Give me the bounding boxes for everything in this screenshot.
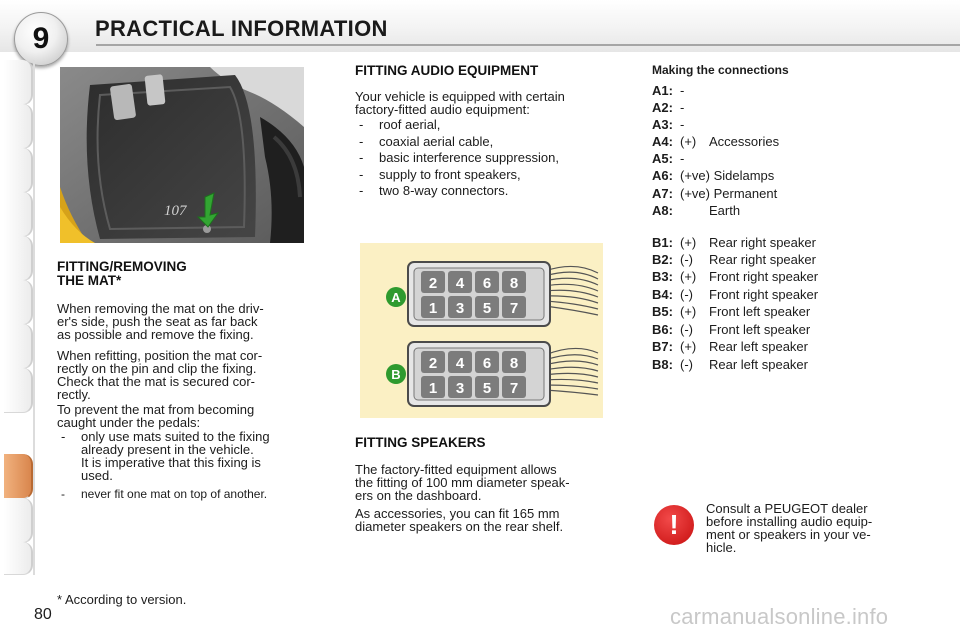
connection-row <box>652 202 740 219</box>
pin-label: 7 <box>509 380 519 397</box>
text-line: Your vehicle is equipped with certain <box>355 89 565 104</box>
chapter-tab[interactable] <box>4 280 33 325</box>
pin-label: 8 <box>509 355 519 372</box>
polarity: (-) <box>680 252 693 267</box>
connection-description: Front right speaker <box>709 287 819 302</box>
connector-a-label: A <box>391 290 401 305</box>
pin-code: A8: <box>652 203 673 218</box>
speakers-paragraph-1 <box>355 463 607 502</box>
chapter-tab[interactable] <box>4 542 33 575</box>
text-line: The factory-fitted equipment allows <box>355 462 557 477</box>
pin-label: 2 <box>428 275 438 292</box>
chapter-tab[interactable] <box>4 104 33 149</box>
chapter-tab[interactable] <box>4 324 33 369</box>
list-item: - coaxial aerial cable, <box>355 134 615 151</box>
exclamation-icon: ! <box>654 505 694 545</box>
text-line: To prevent the mat from becoming <box>57 402 255 417</box>
text-line: never fit one mat on top of another. <box>81 487 268 501</box>
connection-row <box>652 167 774 184</box>
pin-label: 4 <box>455 355 465 372</box>
text-line: Check that the mat is secured cor- <box>57 374 255 389</box>
page-number: 80 <box>34 606 52 623</box>
text-line: ment or speakers in your ve- <box>706 527 871 542</box>
connection-row <box>652 321 810 338</box>
connection-description: Front left speaker <box>709 322 811 337</box>
mat-bullet-2: - never fit one mat on top of another. <box>61 487 268 501</box>
pin-code: B5: <box>652 304 673 319</box>
chapter-tab[interactable] <box>4 368 33 413</box>
connections-title: Making the connections <box>652 63 789 77</box>
connector-diagram <box>360 243 603 418</box>
text-line: er's side, push the seat as far back <box>57 314 258 329</box>
text-line: diameter speakers on the rear shelf. <box>355 519 564 534</box>
chapter-tabs <box>0 60 34 575</box>
list-item: - supply to front speakers, <box>355 167 615 184</box>
polarity: (+) <box>680 269 697 284</box>
connection-row <box>652 150 709 167</box>
footnote: * According to version. <box>57 592 187 607</box>
chapter-tab[interactable] <box>4 148 33 193</box>
chapter-badge <box>14 12 68 66</box>
chapter-tab-active[interactable] <box>4 454 33 499</box>
header-rule <box>96 44 960 46</box>
pin-code: B8: <box>652 357 673 372</box>
polarity: (+ve) Sidelamps <box>680 168 775 183</box>
pin-label: 5 <box>482 300 492 317</box>
connection-row <box>652 82 709 99</box>
speakers-section-title: FITTING SPEAKERS <box>355 435 486 450</box>
text-line: When removing the mat on the driv- <box>57 301 264 316</box>
mat-bullet-list <box>57 430 309 501</box>
polarity: (+ve) Permanent <box>680 186 778 201</box>
connection-row <box>652 116 709 133</box>
pin-code: B2: <box>652 252 673 267</box>
text-line: rectly. <box>57 387 91 402</box>
connection-description: Rear left speaker <box>709 357 808 372</box>
connection-row <box>652 356 808 373</box>
pin-label: 1 <box>428 380 438 397</box>
text-line: already present in the vehicle. <box>81 442 254 457</box>
polarity: (+) <box>680 339 697 354</box>
floor-mat-photo <box>60 67 304 243</box>
audio-section-title: FITTING AUDIO EQUIPMENT <box>355 63 539 78</box>
text-line: caught under the pedals: <box>57 415 201 430</box>
pin-code: A3: <box>652 117 673 132</box>
text-line: Consult a PEUGEOT dealer <box>706 501 868 516</box>
page-title: PRACTICAL INFORMATION <box>95 16 388 41</box>
mat-section-title <box>57 260 187 288</box>
connection-row <box>652 286 818 303</box>
text-line: used. <box>81 468 113 483</box>
polarity: - <box>680 151 685 166</box>
audio-equipment-list <box>355 117 615 200</box>
polarity: (-) <box>680 357 693 372</box>
text-line: It is imperative that this fixing is <box>81 455 261 470</box>
pin-label: 8 <box>509 275 519 292</box>
chapter-tab[interactable] <box>4 60 33 105</box>
pin-label: 4 <box>455 275 465 292</box>
pin-code: B7: <box>652 339 673 354</box>
list-item: - two 8-way connectors. <box>355 183 615 200</box>
chapter-tab[interactable] <box>4 192 33 237</box>
text-line: only use mats suited to the fixing <box>81 429 270 444</box>
mat-title-line: FITTING/REMOVING <box>57 259 187 274</box>
speakers-paragraph-2 <box>355 507 607 533</box>
connector-b-label: B <box>391 367 401 382</box>
pin-code: B1: <box>652 235 673 250</box>
text-line: before installing audio equip- <box>706 514 873 529</box>
mat-title-line: THE MAT* <box>57 273 122 288</box>
polarity: (+) <box>680 235 697 250</box>
connection-row <box>652 268 818 285</box>
connection-description: Accessories <box>709 134 780 149</box>
pin-code: A5: <box>652 151 673 166</box>
pin-code: B6: <box>652 322 673 337</box>
text-line: As accessories, you can fit 165 mm <box>355 506 560 521</box>
pin-label: 7 <box>509 300 519 317</box>
list-item: - roof aerial, <box>355 117 615 134</box>
mat-logo: 107 <box>164 203 187 219</box>
chapter-tab[interactable] <box>4 498 33 543</box>
polarity: (-) <box>680 322 693 337</box>
text-line: factory-fitted audio equipment: <box>355 102 530 117</box>
connection-row <box>652 99 709 116</box>
text-line: rectly on the pin and clip the fixing. <box>57 361 257 376</box>
mat-paragraph-refitting <box>57 349 309 401</box>
pin-code: B4: <box>652 287 673 302</box>
pin-code: B3: <box>652 269 673 284</box>
text-line: When refitting, position the mat cor- <box>57 348 263 363</box>
mat-paragraph-prevent <box>57 403 309 429</box>
mat-paragraph-removing <box>57 302 309 341</box>
pin-code: A6: <box>652 168 673 183</box>
pin-code: A4: <box>652 134 673 149</box>
connection-description: Rear right speaker <box>709 252 816 267</box>
warning-text <box>706 502 904 554</box>
connection-description: Rear right speaker <box>709 235 816 250</box>
connection-description: Front right speaker <box>709 269 819 284</box>
connection-row <box>652 338 808 355</box>
text-line: the fitting of 100 mm diameter speak- <box>355 475 570 490</box>
list-item: - basic interference suppression, <box>355 150 615 167</box>
connection-row <box>652 303 810 320</box>
pin-label: 5 <box>482 380 492 397</box>
connection-row <box>652 185 777 202</box>
connection-description: Rear left speaker <box>709 339 808 354</box>
mat-bullet-1: - only use mats suited to the fixing already present in the vehicle. It is imperative that this fixing is used. <box>57 430 309 482</box>
connection-description: Front left speaker <box>709 304 811 319</box>
tab-divider <box>33 60 35 575</box>
polarity: (-) <box>680 287 693 302</box>
polarity: - <box>680 83 685 98</box>
pin-code: A2: <box>652 100 673 115</box>
pin-label: 3 <box>455 380 465 397</box>
connection-description: Earth <box>709 203 741 218</box>
audio-intro <box>355 90 607 116</box>
text-line: ers on the dashboard. <box>355 488 482 503</box>
text-line: as possible and remove the fixing. <box>57 327 254 342</box>
chapter-tab[interactable] <box>4 236 33 281</box>
pin-label: 6 <box>482 355 492 372</box>
chapter-number: 9 <box>32 22 50 55</box>
polarity: (+) <box>680 304 697 319</box>
pin-label: 6 <box>482 275 492 292</box>
pin-label: 3 <box>455 300 465 317</box>
polarity: (+) <box>680 134 697 149</box>
connection-row <box>652 133 779 150</box>
connection-row <box>652 234 816 251</box>
text-line: hicle. <box>706 540 737 555</box>
watermark: carmanualsonline.info <box>670 604 889 629</box>
pin-code: A1: <box>652 83 673 98</box>
pin-label: 1 <box>428 300 438 317</box>
pin-label: 2 <box>428 355 438 372</box>
pin-code: A7: <box>652 186 673 201</box>
polarity: - <box>680 117 685 132</box>
polarity: - <box>680 100 685 115</box>
connection-row <box>652 251 816 268</box>
